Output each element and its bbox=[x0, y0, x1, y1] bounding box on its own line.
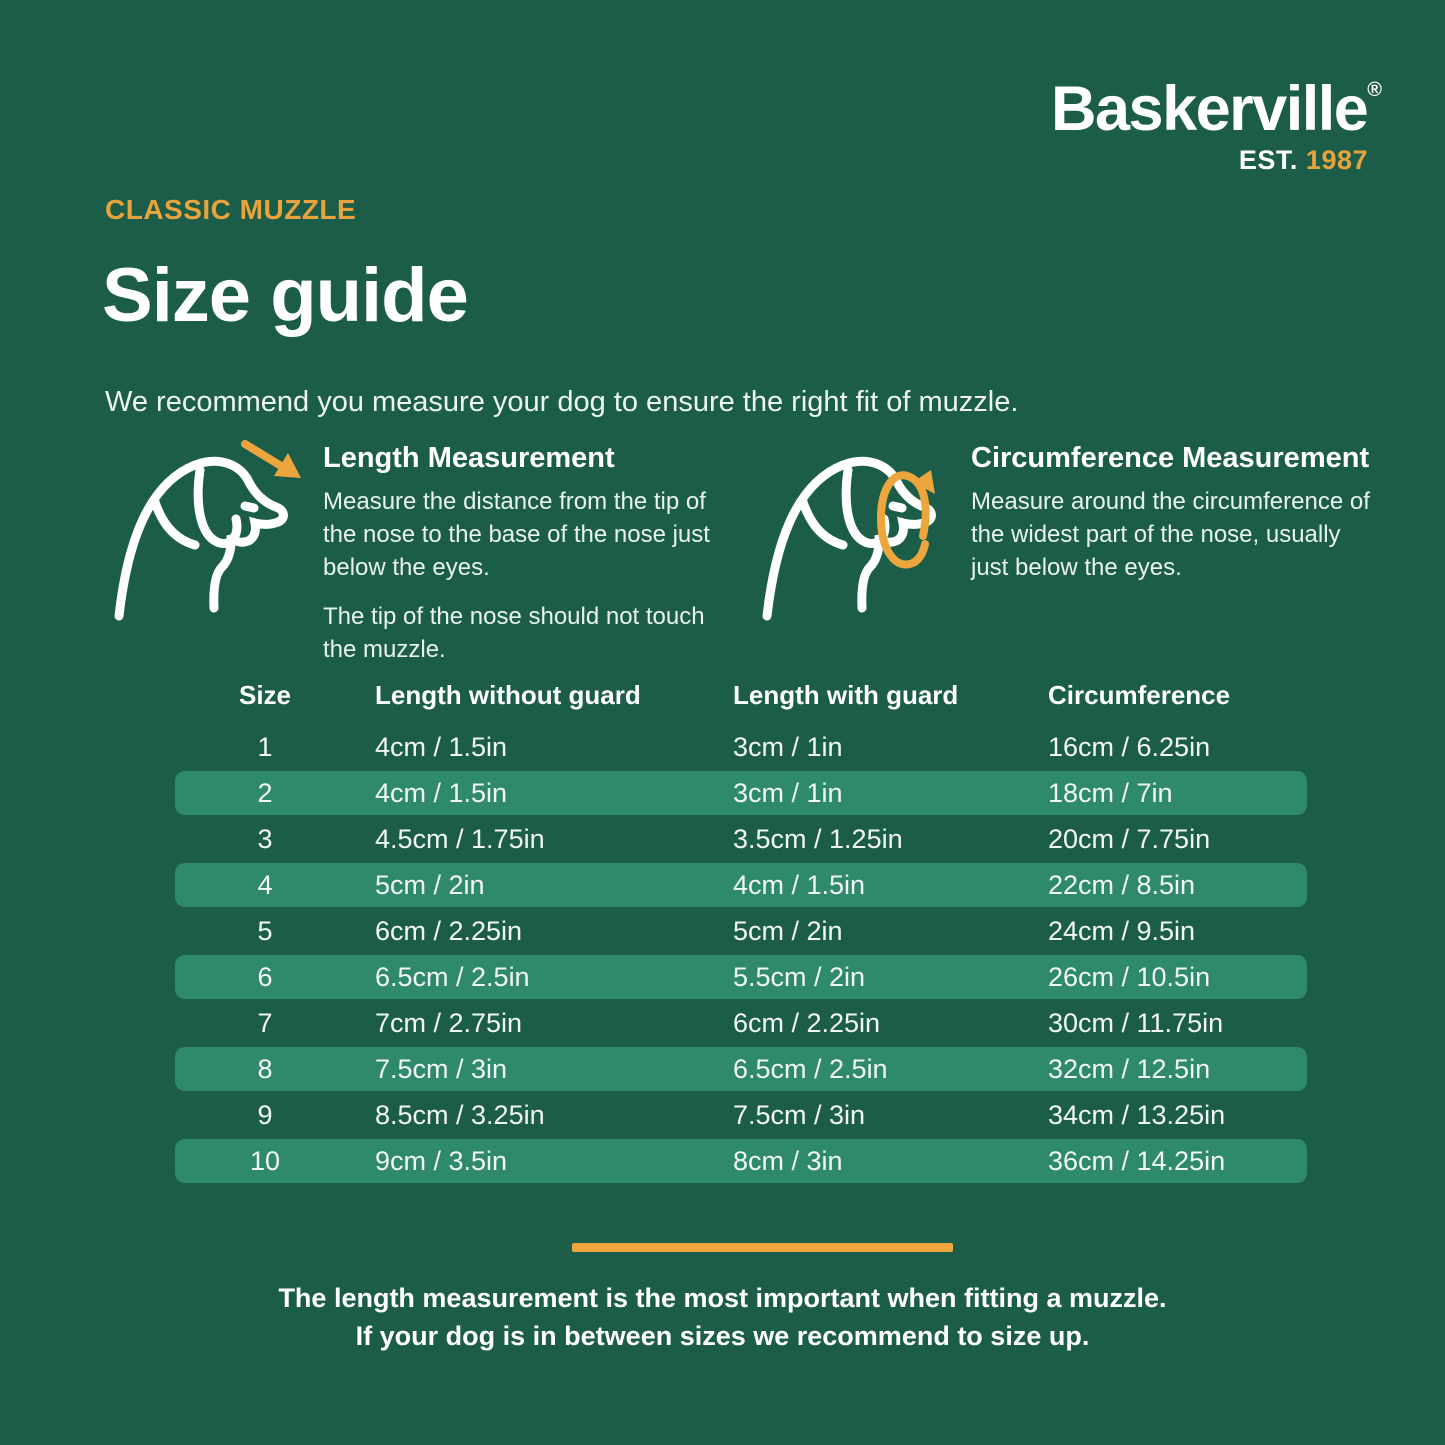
brand-name-text: Baskerville bbox=[1051, 74, 1368, 144]
size-cell: 2 bbox=[257, 777, 273, 808]
measurement-cell: 18cm / 7in bbox=[1048, 777, 1173, 808]
measurement-cell: 6.5cm / 2.5in bbox=[375, 961, 530, 992]
measurement-cell: 4cm / 1.5in bbox=[375, 777, 508, 808]
est-year: 1987 bbox=[1305, 145, 1368, 175]
size-cell: 1 bbox=[257, 731, 273, 762]
table-row bbox=[175, 1092, 1307, 1138]
size-cell: 4 bbox=[257, 869, 273, 900]
size-cell: 6 bbox=[257, 961, 273, 992]
dog-head-circumference-loop-icon bbox=[753, 436, 963, 624]
length-measurement-paragraph: The tip of the nose should not touch the muzzle. bbox=[323, 603, 705, 664]
measurement-cell: 5.5cm / 2in bbox=[733, 961, 866, 992]
length-measurement-block bbox=[105, 436, 753, 683]
measurement-cell: 8cm / 3in bbox=[733, 1145, 843, 1176]
measurement-cell: 7.5cm / 3in bbox=[733, 1099, 866, 1130]
measurement-cell: 9cm / 3.5in bbox=[375, 1145, 508, 1176]
circumference-measurement-block bbox=[753, 436, 1380, 683]
table-row bbox=[175, 955, 1307, 999]
length-measurement-paragraph: Measure the distance from the tip of the nose to the base of the nose just below the eyes. bbox=[323, 488, 710, 582]
column-header-length-with-guard: Length with guard bbox=[733, 679, 959, 710]
table-row bbox=[175, 908, 1307, 954]
table-row bbox=[175, 1000, 1307, 1046]
measurement-cell: 7.5cm / 3in bbox=[375, 1053, 508, 1084]
footer-line-1: The length measurement is the most important when fitting a muzzle. bbox=[278, 1283, 1167, 1313]
brand-established bbox=[1051, 147, 1382, 174]
measurement-cell: 7cm / 2.75in bbox=[375, 1007, 523, 1038]
page-subtitle: We recommend you measure your dog to ensure the right fit of muzzle. bbox=[105, 386, 1019, 418]
page-title: Size guide bbox=[102, 253, 468, 338]
size-cell: 3 bbox=[257, 823, 273, 854]
measurement-cell: 3cm / 1in bbox=[733, 777, 843, 808]
table-row bbox=[175, 1139, 1307, 1183]
measurement-cell: 6.5cm / 2.5in bbox=[733, 1053, 888, 1084]
registered-trademark-icon: ® bbox=[1367, 79, 1382, 101]
size-table bbox=[175, 666, 1307, 1184]
brand-name bbox=[1051, 74, 1382, 144]
measurement-cell: 16cm / 6.25in bbox=[1048, 731, 1211, 762]
measurement-cell: 36cm / 14.25in bbox=[1048, 1145, 1226, 1176]
circumference-measurement-paragraph: Measure around the circumference of the widest part of the nose, usually just below the eyes. bbox=[971, 488, 1370, 582]
size-cell: 7 bbox=[257, 1007, 273, 1038]
table-row bbox=[175, 1047, 1307, 1091]
column-header-circumference: Circumference bbox=[1048, 679, 1231, 710]
product-name-eyebrow: CLASSIC MUZZLE bbox=[105, 194, 357, 225]
measurement-cell: 4cm / 1.5in bbox=[733, 869, 866, 900]
measurement-cell: 3cm / 1in bbox=[733, 731, 843, 762]
measurement-cell: 4.5cm / 1.75in bbox=[375, 823, 545, 854]
measurement-cell: 34cm / 13.25in bbox=[1048, 1099, 1226, 1130]
measurement-cell: 5cm / 2in bbox=[733, 915, 843, 946]
table-row bbox=[175, 724, 1307, 770]
measurement-cell: 24cm / 9.5in bbox=[1048, 915, 1196, 946]
column-header-length-without-guard: Length without guard bbox=[375, 679, 641, 710]
length-measurement-text bbox=[323, 436, 743, 683]
footer-note bbox=[0, 1280, 1445, 1356]
measurement-cell: 20cm / 7.75in bbox=[1048, 823, 1211, 854]
size-table-header bbox=[175, 666, 1307, 724]
column-header-size: Size bbox=[238, 679, 292, 710]
measurement-instructions bbox=[105, 436, 1380, 683]
measurement-cell: 32cm / 12.5in bbox=[1048, 1053, 1211, 1084]
measurement-cell: 26cm / 10.5in bbox=[1048, 961, 1211, 992]
dog-head-length-arrow-icon bbox=[105, 436, 315, 624]
measurement-cell: 22cm / 8.5in bbox=[1048, 869, 1196, 900]
measurement-cell: 3.5cm / 1.25in bbox=[733, 823, 903, 854]
table-row bbox=[175, 816, 1307, 862]
size-cell: 8 bbox=[257, 1053, 273, 1084]
size-cell: 5 bbox=[257, 915, 273, 946]
footer-line-2: If your dog is in between sizes we recommend to size up. bbox=[355, 1320, 1090, 1351]
measurement-cell: 6cm / 2.25in bbox=[375, 915, 523, 946]
size-cell: 9 bbox=[257, 1099, 273, 1130]
accent-divider bbox=[572, 1243, 953, 1252]
table-row bbox=[175, 771, 1307, 815]
measurement-cell: 5cm / 2in bbox=[375, 869, 485, 900]
measurement-cell: 6cm / 2.25in bbox=[733, 1007, 881, 1038]
measurement-cell: 4cm / 1.5in bbox=[375, 731, 508, 762]
measurement-cell: 8.5cm / 3.25in bbox=[375, 1099, 545, 1130]
size-cell: 10 bbox=[249, 1145, 281, 1176]
size-table-body bbox=[175, 724, 1307, 1183]
circumference-measurement-title: Circumference Measurement bbox=[971, 442, 1370, 474]
length-measurement-title: Length Measurement bbox=[323, 442, 615, 474]
table-row bbox=[175, 863, 1307, 907]
brand-logo bbox=[1051, 74, 1382, 175]
circumference-measurement-text bbox=[971, 436, 1380, 600]
measurement-cell: 30cm / 11.75in bbox=[1048, 1007, 1224, 1038]
est-label: EST. bbox=[1238, 145, 1298, 175]
